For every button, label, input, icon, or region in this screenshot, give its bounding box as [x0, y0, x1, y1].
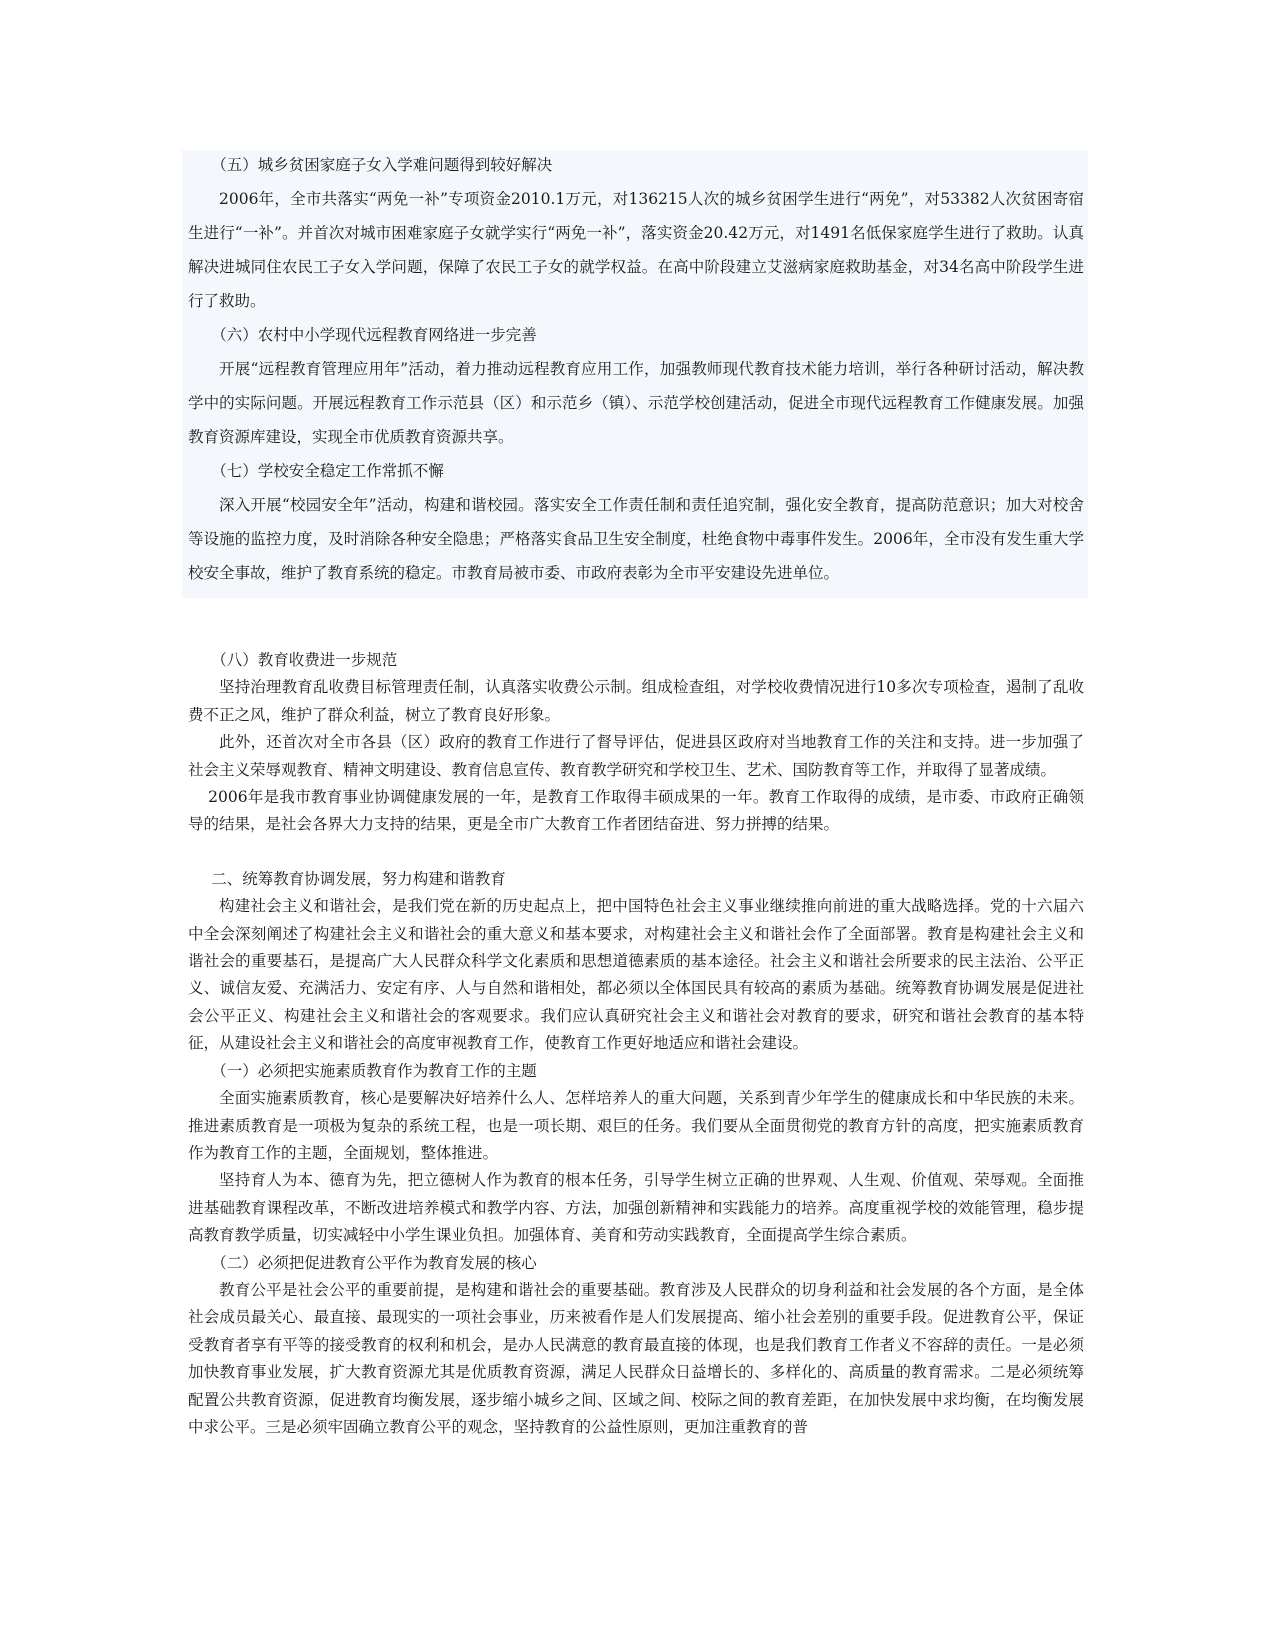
- paragraph-6: 开展“远程教育管理应用年”活动，着力推动远程教育应用工作，加强教师现代教育技术能力培训，举行各种研讨活动，解决教学中的实际问题。开展远程教育工作示范县（区）和示范乡（镇）、示范学校创建活动，促进全市现代远程教育工作健康发展。加强教育资源库建设，实现全市优质教育资源共享。: [188, 360, 1084, 446]
- section-heading-7: （七）学校安全稳定工作常抓不懈: [211, 462, 444, 480]
- subsection-2-1-paragraph-b: 坚持育人为本、德育为先，把立德树人作为教育的根本任务，引导学生树立正确的世界观、人生观、价值观、荣辱观。全面推进基础教育课程改革，不断改进培养模式和教学内容、方法，加强创新精神和实践能力的培养。高度重视学校的效能管理，稳步提高教育教学质量，切实减轻中小学生课业负担。加强体育、美育和劳动实践教育，全面提高学生综合素质。: [188, 1171, 1084, 1245]
- section-title-2: 二、统筹教育协调发展，努力构建和谐教育: [211, 869, 506, 888]
- subsection-heading-2-1: （一）必须把实施素质教育作为教育工作的主题: [211, 1061, 537, 1080]
- subsection-2-2-paragraph: 教育公平是社会公平的重要前提，是构建和谐社会的重要基础。教育涉及人民群众的切身利益和社会发展的各个方面，是全体社会成员最关心、最直接、最现实的一项社会事业，历来被看作是人们发展提高、缩小社会差别的重要手段。促进教育公平，保证受教育者享有平等的接受教育的权利和机会，是办人民满意的教育最直接的体现，也是我们教育工作者义不容辞的责任。一是必须加快教育事业发展，扩大教育资源尤其是优质教育资源，满足人民群众日益增长的、多样化的、高质量的教育需求。二是必须统筹配置公共教育资源，促进教育均衡发展，逐步缩小城乡之间、区域之间、校际之间的教育差距，在加快发展中求均衡，在均衡发展中求公平。三是必须牢固确立教育公平的观念，坚持教育的公益性原则，更加注重教育的普: [188, 1280, 1084, 1436]
- upper-text-block: [188, 148, 1084, 590]
- section-heading-5: （五）城乡贫困家庭子女入学难问题得到较好解决: [211, 156, 553, 174]
- paragraph-5: 2006年，全市共落实“两免一补”专项资金2010.1万元，对136215人次的城乡贫困学生进行“两免”，对53382人次贫困寄宿生进行“一补”。并首次对城市困难家庭子女就学实行“两免一补”，落实资金20.42万元，对1491名低保家庭学生进行了救助。认真解决进城同住农民工子女入学问题，保障了农民工子女的就学权益。在高中阶段建立艾滋病家庭救助基金，对34名高中阶段学生进行了救助。: [188, 190, 1084, 310]
- section-heading-6: （六）农村中小学现代远程教育网络进一步完善: [211, 326, 537, 344]
- section-2-intro-paragraph: 构建社会主义和谐社会，是我们党在新的历史起点上，把中国特色社会主义事业继续推向前进的重大战略选择。党的十六届六中全会深刻阐述了构建社会主义和谐社会的重大意义和基本要求，对构建社会主义和谐社会作了全面部署。教育是构建社会主义和谐社会的重要基石，是提高广大人民群众科学文化素质和思想道德素质的基本途径。社会主义和谐社会所要求的民主法治、公平正义、诚信友爱、充满活力、安定有序、人与自然和谐相处，都必须以全体国民具有较高的素质为基础。统筹教育协调发展是促进社会公平正义、构建社会主义和谐社会的客观要求。我们应认真研究社会主义和谐社会对教育的要求，研究和谐社会教育的基本特征，从建设社会主义和谐社会的高度审视教育工作，使教育工作更好地适应和谐社会建设。: [188, 897, 1084, 1053]
- paragraph-7: 深入开展“校园安全年”活动，构建和谐校园。落实安全工作责任制和责任追究制，强化安全教育，提高防范意识；加大对校舍等设施的监控力度，及时消除各种安全隐患；严格落实食品卫生安全制度，杜绝食物中毒事件发生。2006年，全市没有发生重大学校安全事故，维护了教育系统的稳定。市教育局被市委、市政府表彰为全市平安建设先进单位。: [188, 496, 1084, 582]
- paragraph-8a: 坚持治理教育乱收费目标管理责任制，认真落实收费公示制。组成检查组，对学校收费情况进行10多次专项检查，遏制了乱收费不正之风，维护了群众利益，树立了教育良好形象。: [188, 678, 1084, 724]
- summary-paragraph: 2006年是我市教育事业协调健康发展的一年，是教育工作取得丰硕成果的一年。教育工作取得的成绩，是市委、市政府正确领导的结果，是社会各界大力支持的结果，更是全市广大教育工作者团结奋进、努力拼搏的结果。: [188, 788, 1084, 834]
- subsection-heading-2-2: （二）必须把促进教育公平作为教育发展的核心: [211, 1253, 537, 1272]
- lower-text-block: [188, 647, 1084, 1441]
- section-heading-8: （八）教育收费进一步规范: [211, 651, 398, 669]
- paragraph-8b: 此外，还首次对全市各县（区）政府的教育工作进行了督导评估，促进县区政府对当地教育工作的关注和支持。进一步加强了社会主义荣辱观教育、精神文明建设、教育信息宣传、教育教学研究和学校卫生、艺术、国防教育等工作，并取得了显著成绩。: [188, 733, 1084, 779]
- subsection-2-1-paragraph-a: 全面实施素质教育，核心是要解决好培养什么人、怎样培养人的重大问题，关系到青少年学生的健康成长和中华民族的未来。推进素质教育是一项极为复杂的系统工程，也是一项长期、艰巨的任务。我们要从全面贯彻党的教育方针的高度，把实施素质教育作为教育工作的主题，全面规划，整体推进。: [188, 1089, 1084, 1162]
